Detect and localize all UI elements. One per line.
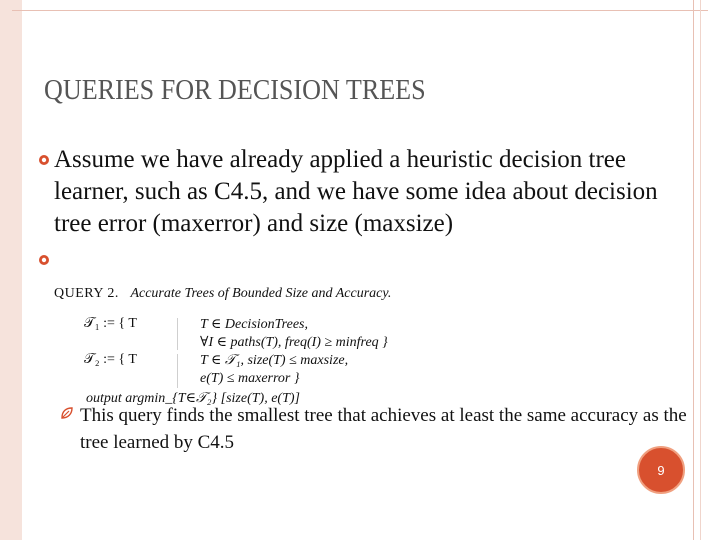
- query-t1-cond2: ∀I ∈ paths(T), freq(I) ≥ minfreq }: [200, 335, 388, 350]
- query-separator: [177, 318, 178, 350]
- slide-title: QUERIES FOR DECISION TREES: [44, 74, 426, 106]
- bullet-text-1: Assume we have already applied a heuristic decision tree learner, such as C4.5, and we have some idea about decision tree error (maxerror) and size (maxsize): [54, 146, 658, 237]
- query-name: Accurate Trees of Bounded Size and Accuracy.: [130, 286, 392, 301]
- query-output: output argmin_{T∈𝒯₂} [size(T), e(T)]: [86, 391, 300, 406]
- query-separator: [177, 354, 178, 388]
- bullet-ring-icon: [38, 154, 50, 166]
- query-t2-cond2: e(T) ≤ maxerror }: [200, 371, 300, 386]
- query-header: [54, 286, 391, 302]
- frame-top-line: [12, 10, 708, 11]
- query-label: QUERY 2.: [54, 286, 119, 301]
- frame-right-line: [693, 0, 694, 540]
- leaf-bullet-icon: [60, 406, 74, 420]
- sub-bullet-text: This query finds the smallest tree that achieves at least the same accuracy as the tree learned by C4.5: [80, 405, 687, 453]
- query-t1-cond1: T ∈ DecisionTrees,: [200, 317, 308, 332]
- page-number-badge: 9: [637, 446, 685, 494]
- query-t1-lhs: 𝒯₁ := { T: [84, 316, 137, 331]
- query-t2-lhs: 𝒯₂ := { T: [84, 352, 137, 367]
- query-formula: [54, 282, 474, 412]
- frame-left-band: [0, 0, 22, 540]
- query-t2-cond1: T ∈ 𝒯₁, size(T) ≤ maxsize,: [200, 353, 349, 368]
- bullet-ring-icon: [38, 254, 50, 266]
- frame-right-line-inner: [700, 0, 701, 540]
